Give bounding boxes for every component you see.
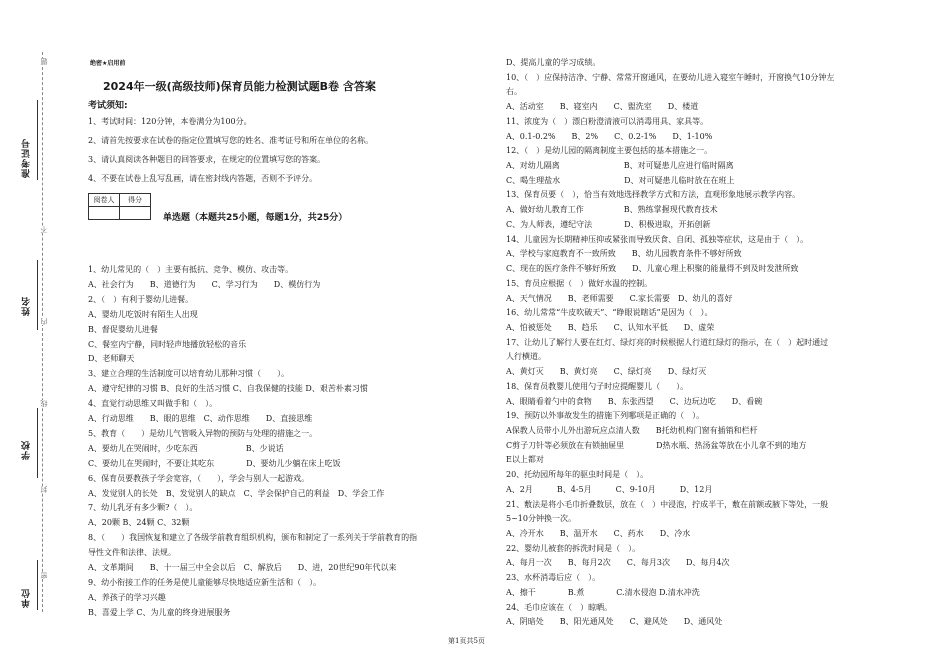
score-cell: 得分 bbox=[120, 194, 151, 207]
question-line: A、黄灯灭 B、黄灯亮 C、绿灯亮 D、绿灯灭 bbox=[506, 367, 707, 377]
question-line: A、行动思维 B、眼的思维 C、动作思维 D、直接思维 bbox=[88, 414, 313, 423]
question-line: A、养孩子的学习兴趣 bbox=[88, 592, 166, 602]
question-line: 5、教育（ ）是幼儿气管吸入异物的预防与处理的措施之一。 bbox=[88, 428, 318, 438]
question-line: 7、幼儿乳牙有多少颗?（ ）。 bbox=[88, 503, 198, 513]
question-line: A、怕被惩处 B、趋乐 C、认知水平低 D、虚荣 bbox=[506, 322, 715, 332]
question-line: C、要幼儿在哭闹时，不要让其吃东 D、要幼儿少躺在床上吃饭 bbox=[88, 458, 341, 468]
exam-no-line bbox=[37, 100, 38, 180]
page-footer: 第1页共5页 bbox=[448, 637, 485, 645]
name-line bbox=[37, 260, 38, 330]
question-line: 人行横道。 bbox=[506, 352, 546, 362]
question-line: 3、建立合理的生活制度可以培育幼儿那种习惯（ ）。 bbox=[88, 369, 290, 379]
question-line: C、喝生理盐水 D、对可疑患儿临时放在在班上 bbox=[506, 175, 735, 185]
question-line: A、0.1-0.2% B、2% C、0.2-1% D、1-10% bbox=[506, 131, 713, 141]
question-line: 20、托幼园所每年的驱虫时间是（ ）。 bbox=[506, 470, 649, 480]
question-line: A、文革期间 B、十一届三中全会以后 C、解放后 D、进，20世纪90年代以来 bbox=[88, 563, 397, 572]
question-line: 14、儿童因为长期精神压抑或紧张而导致厌食、自闭、孤独等症状，这是由于（ ）。 bbox=[506, 234, 809, 244]
question-line: B、喜爱上学 C、为儿童的终身进展服务 bbox=[88, 607, 231, 617]
score-table bbox=[88, 193, 151, 220]
question-line: A、学校与家庭教育不一致所致 B、幼儿园教育条件不够好所致 bbox=[506, 249, 742, 259]
school-label: 学校 bbox=[22, 440, 32, 460]
question-line: 15、育员应根据（ ）做好水温的控制。 bbox=[506, 278, 653, 288]
question-line: 13、保育员要（ ），恰当有效地选择教学方式和方法，直观形象地展示教学内容。 bbox=[506, 190, 801, 200]
question-line: A、2月 B、4-5月 C、9-10月 D、12月 bbox=[506, 484, 713, 494]
question-line: 16、幼儿常常“牛皮吹破天”、“睁眼说瞎话”是因为（ ）。 bbox=[506, 308, 713, 318]
score-input[interactable] bbox=[120, 207, 151, 220]
question-line: 2、（ ）有利于婴幼儿进餐。 bbox=[88, 294, 194, 304]
unit-line bbox=[37, 560, 38, 610]
question-line: C剪子刀针等必须放在有锁抽屉里 D热水瓶、热汤盆等放在小儿拿不到的地方 bbox=[506, 440, 807, 450]
exam-no-label: 准考证号 bbox=[22, 138, 32, 178]
question-line: A、对幼儿隔离 B、对可疑患儿应进行临时隔离 bbox=[506, 161, 734, 171]
question-line: 9、幼小衔接工作的任务是使儿童能够尽快地适应新生活和（ ）。 bbox=[88, 577, 322, 587]
question-line: 12、（ ）是幼儿园的隔离制度主要包括的基本措施之一。 bbox=[506, 146, 713, 156]
seal-char: 封 bbox=[40, 486, 48, 493]
question-line: D、老师聊天 bbox=[88, 354, 135, 364]
question-line: 18、保育员教婴儿使用勺子时应提醒婴儿（ ）。 bbox=[506, 381, 689, 391]
question-line: 5~10分钟换一次。 bbox=[506, 514, 576, 524]
question-line: B、督促婴幼儿进餐 bbox=[88, 324, 158, 334]
question-line: 导性文件和法律、法规。 bbox=[88, 548, 176, 558]
question-line: 17、让幼儿了解行人要在红灯、绿灯亮的时候根据人行道红绿灯的指示，在（ ）起时通过 bbox=[506, 337, 829, 347]
question-line: C、现在的医疗条件不够好所致 D、儿童心理上积聚的能量得不到及时发泄所致 bbox=[506, 264, 799, 274]
question-line: A、眼睛看着勺中的食物 B、东张西望 C、边玩边吃 D、看碗 bbox=[506, 396, 763, 406]
question-line: A、天气情况 B、老师需要 C.家长需要 D、幼儿的喜好 bbox=[506, 293, 733, 303]
question-line: 11、浓度为（ ）漂白粉澄清液可以消毒用具、家具等。 bbox=[506, 116, 709, 126]
notice-item: 2、请首先按要求在试卷的指定位置填写您的姓名、准考证号和所在单位的名称。 bbox=[88, 136, 374, 145]
grader-cell: 阅卷人 bbox=[89, 194, 120, 207]
question-line: A、社会行为 B、道德行为 C、学习行为 D、模仿行为 bbox=[88, 279, 321, 289]
notice-item: 4、不要在试卷上乱写乱画，请在密封线内答题，否则不予评分。 bbox=[88, 174, 318, 183]
question-line: A、做好幼儿教育工作 B、熟练掌握现代教育技术 bbox=[506, 205, 718, 215]
question-line: 4、直觉行动思维又叫做手和（ ）。 bbox=[88, 399, 218, 409]
question-line: 10、（ ）应保持洁净、宁静、常常开窗通风，在要幼儿进入寝室午睡时，开窗换气10分钟左 bbox=[506, 72, 835, 82]
seal-char: 线 bbox=[40, 400, 48, 407]
question-line: 22、婴幼儿被套的拆洗时间是（ ）。 bbox=[506, 543, 641, 553]
notice-item: 1、考试时间：120分钟，本卷满分为100分。 bbox=[88, 117, 252, 126]
question-line: 19、预防以外事故发生的措施下列哪项是正确的（ ）。 bbox=[506, 411, 705, 421]
seal-char: 题 bbox=[40, 58, 48, 65]
question-line: A、遵守纪律的习惯 B、良好的生活习惯 C、自我保健的技能 D、艰苦朴素习惯 bbox=[88, 384, 368, 394]
seal-line bbox=[42, 52, 43, 612]
question-line: A、婴幼儿吃饭时有陌生人出现 bbox=[88, 309, 198, 319]
question-line: A、要幼儿在哭闹时，少吃东西 B、少说话 bbox=[88, 443, 284, 453]
question-line: A保教人员带小儿外出游玩应点清人数 B托幼机构门窗有插销和栏杆 bbox=[506, 426, 758, 435]
question-line: C、餐室内宁静，同时轻声地播放轻松的音乐 bbox=[88, 339, 247, 349]
question-line: E以上都对 bbox=[506, 455, 544, 465]
notice-heading: 考试须知: bbox=[88, 101, 128, 111]
question-line: A、冷开水 B、温开水 C、药水 D、冷水 bbox=[506, 529, 691, 539]
question-line: A、阴暗处 B、阳光通风处 C、避风处 D、通风处 bbox=[506, 617, 723, 627]
question-line: 8、（ ）我国恢复和建立了各级学前教育组织机构，颁布和制定了一系列关于学前教育的指 bbox=[88, 533, 418, 543]
question-line: 右。 bbox=[506, 87, 522, 97]
question-line: D、提高儿童的学习成绩。 bbox=[506, 58, 601, 67]
question-line: A、活动室 B、寝室内 C、盥洗室 D、楼道 bbox=[506, 102, 699, 112]
seal-char: 不 bbox=[40, 226, 48, 233]
page-title: 2024年一级(高级技师)保育员能力检测试题B卷 含答案 bbox=[103, 80, 376, 93]
question-line: 21、敷法是将小毛巾折叠数层，放在（ ）中浸泡，拧成半干，敷在前额或腋下等处，一般 bbox=[506, 499, 829, 509]
confidential-mark: 绝密★启用前 bbox=[90, 60, 126, 67]
unit-label: 单位 bbox=[22, 588, 32, 608]
seal-char: 密 bbox=[40, 572, 48, 579]
question-line: 24、毛巾应该在（ ）晾晒。 bbox=[506, 602, 613, 612]
notice-item: 3、请认真阅读各种题目的回答要求，在规定的位置填写您的答案。 bbox=[88, 155, 326, 164]
question-line: A、每月一次 B、每月2次 C、每月3次 D、每月4次 bbox=[506, 558, 730, 568]
question-line: A、擦干 B.煮 C.清水侵泡 D.清水冲洗 bbox=[506, 587, 700, 597]
question-line: A、20颗 B、24颗 C、32颗 bbox=[88, 518, 190, 528]
section-title: 单选题（本题共25小题，每题1分，共25分） bbox=[163, 213, 348, 223]
question-line: A、发觉别人的长处 B、发觉别人的缺点 C、学会保护自己的利益 D、学会工作 bbox=[88, 488, 385, 498]
question-line: 23、水杯消毒后应（ ）。 bbox=[506, 573, 601, 583]
name-label: 姓名 bbox=[22, 296, 32, 316]
question-line: C、为人师表，遵纪守法 D、积极进取，开拓创新 bbox=[506, 219, 711, 229]
school-line bbox=[37, 408, 38, 478]
question-line: 6、保育员要教孩子学会宽容，（ ），学会与别人一起游戏。 bbox=[88, 473, 310, 483]
grader-input[interactable] bbox=[89, 207, 120, 220]
question-line: 1、幼儿常见的（ ）主要有抵抗、竞争、模仿、攻击等。 bbox=[88, 265, 294, 274]
seal-char: 内 bbox=[40, 318, 48, 325]
